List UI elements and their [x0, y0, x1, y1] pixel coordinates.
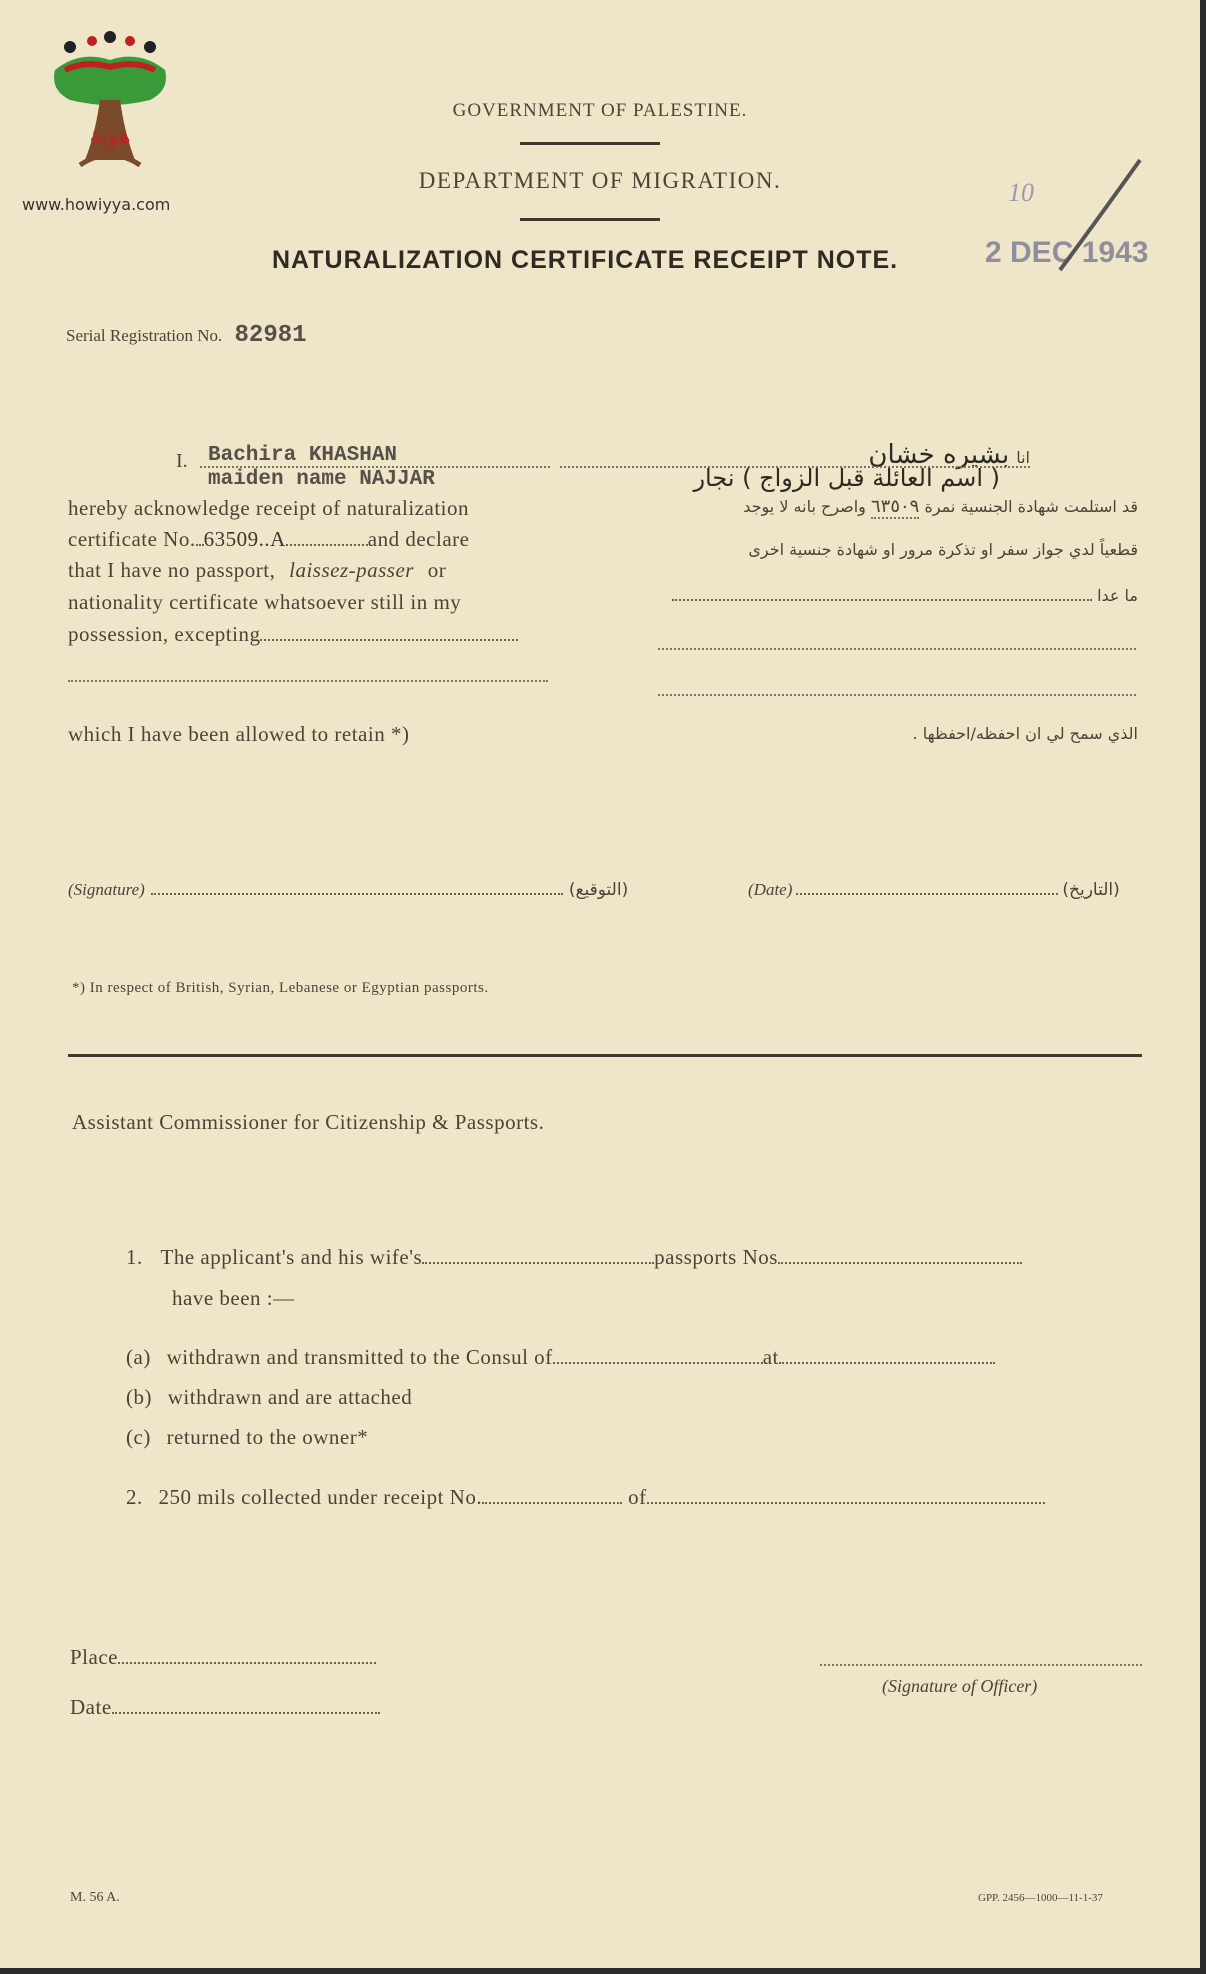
date-field [70, 1695, 380, 1720]
form-title: NATURALIZATION CERTIFICATE RECEIPT NOTE. [272, 246, 899, 274]
place-label: Place [70, 1645, 118, 1669]
arabic-cert-label: قد استلمت شهادة الجنسية نمرة [924, 497, 1138, 516]
item-1-number: 1. [126, 1245, 143, 1269]
certificate-no-label: certificate No. [68, 527, 196, 551]
item-2-text: 250 mils collected under receipt No. [158, 1485, 483, 1509]
government-title: GOVERNMENT OF PALESTINE. [452, 100, 748, 121]
ack-line-5 [68, 622, 518, 647]
commissioner-heading: Assistant Commissioner for Citizenship & Passports. [72, 1110, 545, 1134]
item-a [126, 1345, 995, 1370]
signature-label-ar: (التوقيع) [568, 880, 629, 900]
margin-note: 10 [1008, 178, 1034, 207]
item-2-number: 2. [126, 1485, 143, 1509]
officer-signature-label: (Signature of Officer) [882, 1676, 1038, 1696]
laissez-passer-text: laissez-passer [289, 558, 414, 582]
declare-label: and declare [367, 527, 470, 551]
header-divider-2 [520, 218, 660, 221]
serial-number: 82981 [234, 322, 307, 349]
signature-row-left [68, 880, 628, 900]
item-1-text: The applicant's and his wife's [160, 1245, 423, 1269]
department-title: DEPARTMENT OF MIGRATION. [418, 168, 782, 193]
ack-line-4: nationality certificate whatsoever still in my [68, 590, 462, 614]
item-2-of: of [628, 1485, 647, 1509]
form-number: M. 56 A. [70, 1890, 120, 1905]
retain-line: which I have been allowed to retain *) [68, 722, 410, 746]
header-divider-1 [520, 142, 660, 145]
logo-url: www.howiyya.com [22, 195, 171, 214]
bottom-date-label: Date [70, 1695, 112, 1719]
print-code: GPP. 2456—1000—11-1-37 [978, 1892, 1103, 1904]
item-2 [126, 1485, 1045, 1510]
arabic-except-label: ما عدا [1097, 586, 1138, 605]
item-b-text: withdrawn and are attached [167, 1385, 413, 1409]
excepting-label: possession, excepting [68, 622, 261, 646]
arabic-retain-line: الذي سمح لي ان احفظه/احفظها . [912, 724, 1138, 743]
item-c-label: (c) [126, 1425, 151, 1449]
officer-signature-dots [820, 1664, 1142, 1666]
footnote: *) In respect of British, Syrian, Lebanese or Egyptian passports. [72, 980, 489, 996]
arabic-maiden-name: ( اسم العائلة قبل الزواج ) نجار [693, 464, 1000, 492]
item-c [126, 1425, 368, 1450]
arabic-line-3: قطعياً لدي جواز سفر او تذكرة مرور او شهادة جنسية اخرى [748, 540, 1138, 559]
item-a-at: at [762, 1345, 779, 1369]
item-a-text: withdrawn and transmitted to the Consul of [166, 1345, 553, 1369]
item-a-label: (a) [126, 1345, 151, 1369]
declarant-maiden-name: maiden name NAJJAR [208, 468, 435, 491]
date-stamp: 2 DEC 1943 [985, 236, 1149, 269]
item-b-label: (b) [126, 1385, 152, 1409]
arabic-line-4 [578, 586, 1138, 605]
item-1-have-been: have been :— [172, 1286, 295, 1310]
arabic-name: بشيره خشان [868, 440, 1010, 470]
item-c-text: returned to the owner* [166, 1425, 369, 1449]
arabic-declare-label: واصرح بانه لا يوجد [743, 497, 866, 516]
ack-line-2 [68, 527, 469, 552]
place-field [70, 1645, 376, 1670]
date-label-ar: (التاريخ) [1062, 880, 1120, 900]
declarant-i-label: I. [176, 450, 188, 472]
svg-text:هوية: هوية [89, 124, 131, 149]
excepting-dots-line [68, 680, 548, 682]
ack-line-1: hereby acknowledge receipt of naturalization [68, 496, 469, 520]
ack-line-3-or: or [427, 558, 447, 582]
item-1-passports: passports Nos [654, 1245, 778, 1269]
declarant-name: Bachira KHASHAN [208, 444, 398, 467]
arabic-dots-line-1 [658, 648, 1136, 650]
signature-label: (Signature) [68, 880, 145, 899]
item-b [126, 1385, 412, 1410]
item-1 [126, 1245, 1022, 1270]
signature-row-right [748, 880, 1120, 900]
certificate-no-value: 63509..A [203, 527, 286, 551]
date-label: (Date) [748, 880, 793, 899]
arabic-cert-no: ٦٣٥٠٩ [871, 496, 920, 517]
arabic-line-2 [578, 496, 1138, 517]
arabic-ana-label: انا [1016, 448, 1030, 467]
main-divider [68, 1054, 1142, 1057]
ack-line-3 [68, 558, 446, 583]
arabic-dots-line-2 [658, 694, 1136, 696]
serial-registration [66, 322, 307, 349]
pen-check-mark [1050, 150, 1150, 290]
serial-label: Serial Registration No. [66, 326, 223, 345]
ack-line-3-text: that I have no passport, [68, 558, 276, 582]
